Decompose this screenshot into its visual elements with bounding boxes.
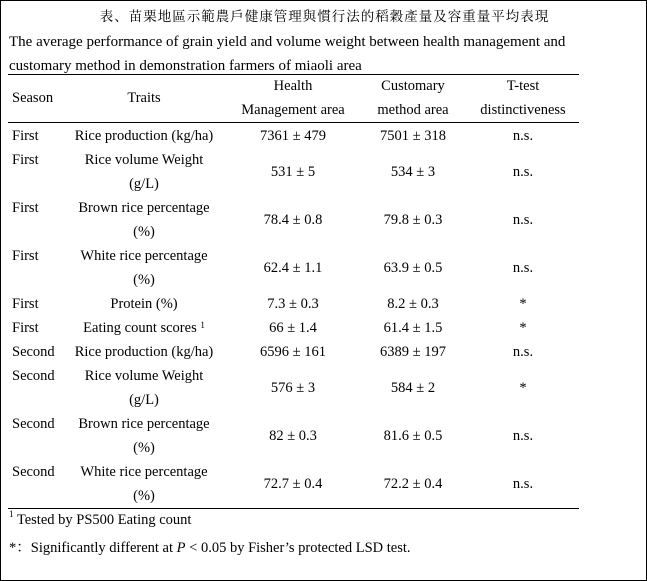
customary-value-cell: 63.9 ± 0.5 xyxy=(383,260,443,276)
health-value-cell: 7.3 ± 0.3 xyxy=(267,296,319,312)
trait-label: Protein (%) xyxy=(110,296,178,312)
ttest-cell: * xyxy=(519,296,527,312)
season-cell: First xyxy=(12,152,39,168)
ttest-cell: * xyxy=(519,380,527,396)
trait-line2: (g/L) xyxy=(129,392,159,408)
customary-value-cell: 7501 ± 318 xyxy=(380,128,446,144)
trait-line1: Rice volume Weight xyxy=(84,368,204,384)
health-value-cell: 66 ± 1.4 xyxy=(269,320,317,336)
header-ttest-line1: T-test xyxy=(506,78,540,94)
trait-line1: White rice percentage xyxy=(80,248,208,264)
footnote-2-text: *：Significantly different at xyxy=(9,540,177,556)
customary-value-cell: 81.6 ± 0.5 xyxy=(383,428,443,444)
ttest-cell: n.s. xyxy=(512,212,534,228)
ttest-cell: n.s. xyxy=(512,344,534,360)
footnote-1 xyxy=(9,509,192,529)
health-value-cell: 78.4 ± 0.8 xyxy=(263,212,323,228)
season-cell: First xyxy=(12,296,39,312)
health-value-cell: 82 ± 0.3 xyxy=(269,428,317,444)
trait-cell xyxy=(65,244,223,292)
table-row xyxy=(8,460,583,508)
customary-value-cell: 8.2 ± 0.3 xyxy=(387,296,439,312)
trait-line1: Rice volume Weight xyxy=(84,152,204,168)
header-health xyxy=(223,74,363,122)
season-cell: Second xyxy=(12,464,55,480)
season-cell: Second xyxy=(12,416,55,432)
header-bottom-rule xyxy=(8,122,579,123)
table-row xyxy=(8,316,583,340)
trait-cell xyxy=(65,292,223,316)
trait-cell xyxy=(65,148,223,196)
ttest-cell: * xyxy=(519,320,527,336)
header-customary-line2: method area xyxy=(377,102,449,118)
customary-value-cell: 79.8 ± 0.3 xyxy=(383,212,443,228)
customary-value-cell: 534 ± 3 xyxy=(390,164,436,180)
customary-value-cell: 584 ± 2 xyxy=(390,380,436,396)
trait-line2: (%) xyxy=(133,224,155,240)
trait-label: Rice production (kg/ha) xyxy=(74,128,214,144)
chinese-title: 表、苗栗地區示範農戶健康管理與慣行法的稻穀產量及容重量平均表現 xyxy=(99,9,550,25)
trait-line2: (%) xyxy=(133,488,155,504)
table-row xyxy=(8,292,583,316)
trait-label: Eating count scores xyxy=(83,320,197,336)
season-cell: Second xyxy=(12,368,55,384)
table-bottom-rule xyxy=(8,508,579,509)
season-cell: First xyxy=(12,200,39,216)
season-cell: First xyxy=(12,128,39,144)
header-customary xyxy=(363,74,463,122)
health-value-cell: 62.4 ± 1.1 xyxy=(263,260,323,276)
trait-cell xyxy=(65,460,223,508)
header-row xyxy=(8,74,583,122)
ttest-cell: n.s. xyxy=(512,428,534,444)
header-traits: Traits xyxy=(127,90,161,106)
data-table xyxy=(8,74,583,508)
header-ttest xyxy=(463,74,583,122)
health-value-cell: 7361 ± 479 xyxy=(260,128,326,144)
ttest-cell: n.s. xyxy=(512,476,534,492)
trait-line1: Brown rice percentage xyxy=(78,200,210,216)
trait-cell xyxy=(65,122,223,148)
table-body xyxy=(8,122,583,508)
header-health-line1: Health xyxy=(273,78,313,94)
trait-footnote-mark: 1 xyxy=(200,320,205,330)
trait-line2: (g/L) xyxy=(129,176,159,192)
ttest-cell: n.s. xyxy=(512,260,534,276)
ttest-cell: n.s. xyxy=(512,128,534,144)
season-cell: First xyxy=(12,248,39,264)
trait-cell xyxy=(65,340,223,364)
table-row xyxy=(8,364,583,412)
ttest-cell: n.s. xyxy=(512,164,534,180)
header-customary-line1: Customary xyxy=(381,78,445,94)
header-season: Season xyxy=(12,90,54,106)
trait-line1: White rice percentage xyxy=(80,464,208,480)
health-value-cell: 6596 ± 161 xyxy=(260,344,326,360)
table-row xyxy=(8,148,583,196)
health-value-cell: 576 ± 3 xyxy=(270,380,316,396)
header-ttest-line2: distinctiveness xyxy=(480,102,566,118)
trait-cell xyxy=(65,412,223,460)
customary-value-cell: 61.4 ± 1.5 xyxy=(383,320,443,336)
trait-cell xyxy=(65,316,223,340)
footnote-2 xyxy=(9,536,411,557)
health-value-cell: 72.7 ± 0.4 xyxy=(263,476,323,492)
trait-line1: Brown rice percentage xyxy=(78,416,210,432)
season-cell: First xyxy=(12,320,39,336)
customary-value-cell: 72.2 ± 0.4 xyxy=(383,476,443,492)
trait-line2: (%) xyxy=(133,272,155,288)
trait-cell xyxy=(65,196,223,244)
header-health-line2: Management area xyxy=(241,102,345,118)
customary-value-cell: 6389 ± 197 xyxy=(380,344,446,360)
table-row xyxy=(8,340,583,364)
season-cell: Second xyxy=(12,344,55,360)
footnote-1-mark: 1 xyxy=(9,509,14,519)
health-value-cell: 531 ± 5 xyxy=(270,164,316,180)
table-row xyxy=(8,122,583,148)
footnote-2-rest: < 0.05 by Fisher’s protected LSD test. xyxy=(185,540,411,556)
trait-line2: (%) xyxy=(133,440,155,456)
trait-cell xyxy=(65,364,223,412)
footnote-2-p-symbol: P xyxy=(176,540,186,556)
english-title: The average performance of grain yield and volume weight between health management and customary method in demonstration farmers of miaoli area xyxy=(9,34,566,74)
footnote-1-text: Tested by PS500 Eating count xyxy=(13,512,192,528)
table-row xyxy=(8,196,583,244)
table-row xyxy=(8,244,583,292)
table-row xyxy=(8,412,583,460)
trait-label: Rice production (kg/ha) xyxy=(74,344,214,360)
